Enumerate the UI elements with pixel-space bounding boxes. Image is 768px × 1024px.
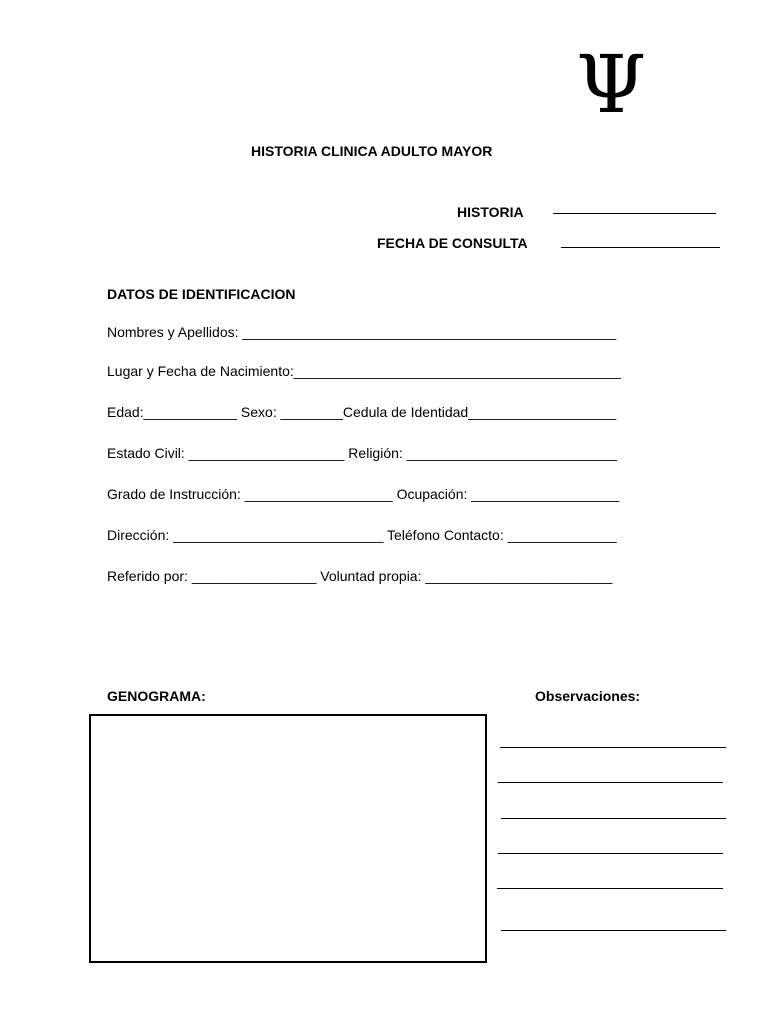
psi-logo-icon: Ψ bbox=[576, 38, 647, 131]
fecha-consulta-label: FECHA DE CONSULTA bbox=[377, 235, 528, 251]
genograma-label: GENOGRAMA: bbox=[107, 688, 206, 704]
historia-line[interactable] bbox=[553, 213, 716, 214]
fecha-consulta-line[interactable] bbox=[561, 247, 720, 248]
direccion-telefono-field[interactable]: Dirección: ___________________________ Teléfono Contacto: ______________ bbox=[107, 527, 617, 543]
estado-civil-religion-field[interactable]: Estado Civil: ____________________ Religión: ___________________________ bbox=[107, 445, 617, 461]
referido-voluntad-field[interactable]: Referido por: ________________ Voluntad propia: ________________________ bbox=[107, 568, 613, 584]
grado-ocupacion-field[interactable]: Grado de Instrucción: ___________________ Ocupación: ___________________ bbox=[107, 486, 620, 502]
observaciones-label: Observaciones: bbox=[535, 688, 641, 704]
observaciones-line[interactable] bbox=[497, 888, 723, 889]
edad-sexo-cedula-field[interactable]: Edad:____________ Sexo: ________Cedula de Identidad___________________ bbox=[107, 404, 617, 420]
observaciones-line[interactable] bbox=[498, 782, 723, 783]
observaciones-line[interactable] bbox=[498, 853, 723, 854]
observaciones-line[interactable] bbox=[501, 818, 726, 819]
observaciones-line[interactable] bbox=[501, 930, 726, 931]
genograma-box[interactable] bbox=[89, 714, 487, 963]
nombres-field[interactable]: Nombres y Apellidos: ________________________________________________ bbox=[107, 324, 617, 340]
page-title: HISTORIA CLINICA ADULTO MAYOR bbox=[251, 143, 493, 159]
section-identificacion-heading: DATOS DE IDENTIFICACION bbox=[107, 286, 296, 302]
lugar-fecha-nacimiento-field[interactable]: Lugar y Fecha de Nacimiento:__________________________________________ bbox=[107, 363, 621, 379]
historia-label: HISTORIA bbox=[457, 204, 524, 220]
observaciones-line[interactable] bbox=[500, 747, 726, 748]
